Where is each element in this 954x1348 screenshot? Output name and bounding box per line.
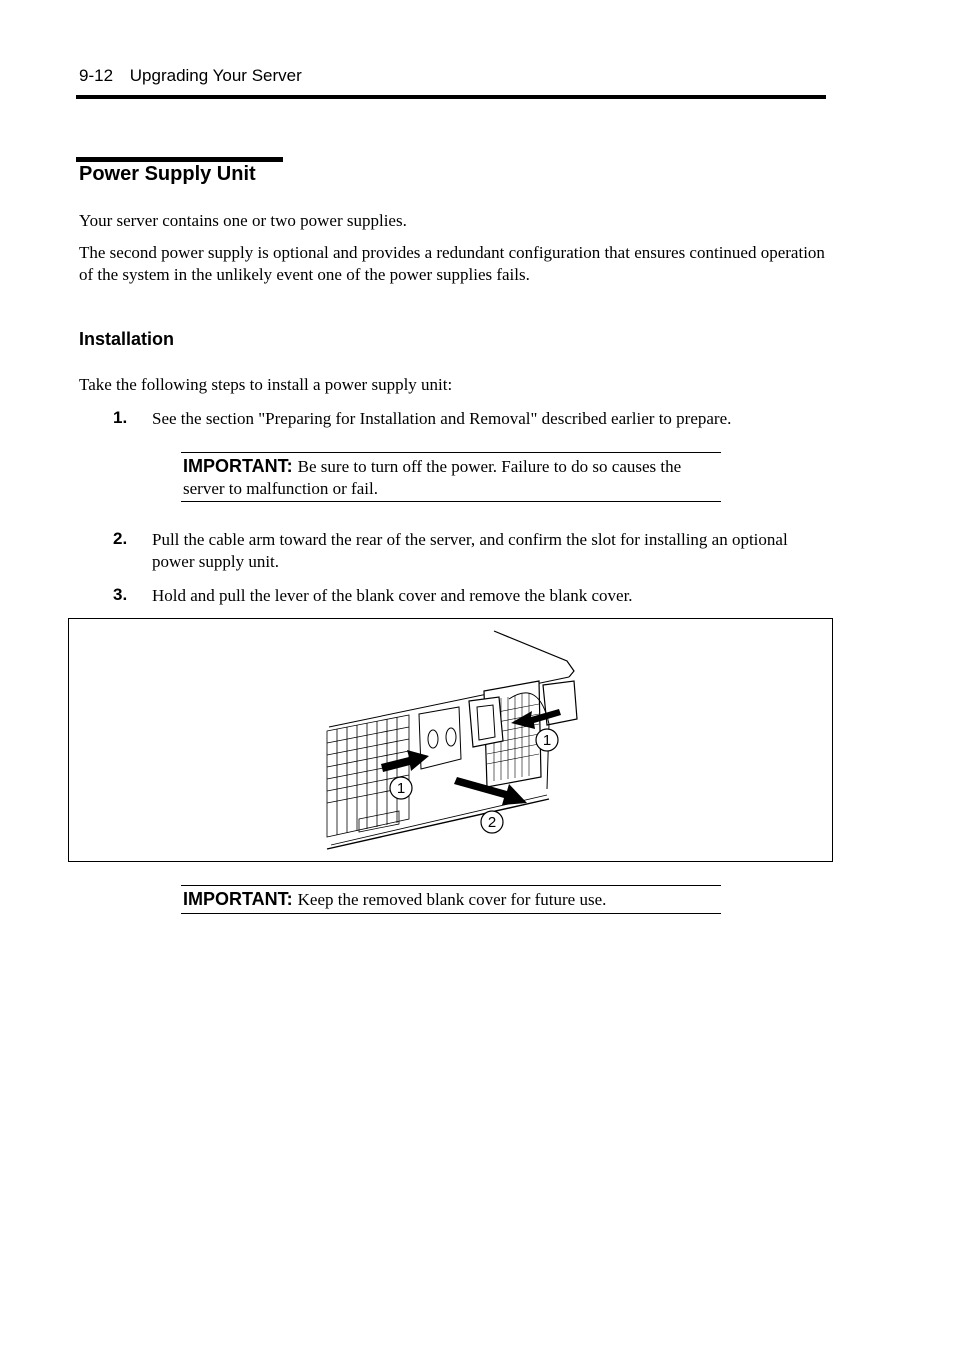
section-title: Power Supply Unit: [79, 163, 256, 185]
steps-lead: Take the following steps to install a power supply unit:: [79, 375, 453, 394]
important-note-2: [181, 885, 721, 914]
important-text: Keep the removed blank cover for future use.: [297, 890, 607, 909]
important-note-1: [181, 452, 721, 502]
step-1-text: See the section "Preparing for Installation and Removal" described earlier to prepare.: [152, 409, 732, 428]
power-supply-illustration: [69, 619, 834, 863]
header-rule: [76, 95, 826, 99]
step-1-number: 1.: [113, 408, 128, 427]
step-2-text: Pull the cable arm toward the rear of the server, and confirm the slot for installing an optional power supply unit.: [152, 530, 788, 571]
intro-paragraph-2: The second power supply is optional and provides a redundant configuration that ensures continued operation of the system in the unlikely event one of the power supplies fails.: [79, 243, 825, 284]
chapter-title: Upgrading Your Server: [129, 66, 302, 85]
important-label: IMPORTANT:: [183, 456, 293, 476]
callout-1-left: [390, 777, 412, 799]
important-label: IMPORTANT:: [183, 889, 293, 909]
step-3-number: 3.: [113, 585, 128, 604]
important-text: Be sure to turn off the power. Failure to do so causes the server to malfunction or fail.: [183, 457, 682, 498]
section-bar: [76, 157, 283, 162]
svg-text:2: 2: [487, 814, 497, 831]
running-header: [79, 66, 302, 86]
step-3-text: Hold and pull the lever of the blank cover and remove the blank cover.: [152, 586, 633, 605]
page-number: 9-12: [79, 66, 114, 85]
callout-1-right: [536, 729, 558, 751]
callout-2: [481, 811, 503, 833]
svg-text:1: 1: [396, 780, 406, 797]
intro-paragraph-1: Your server contains one or two power supplies.: [79, 211, 407, 230]
svg-text:1: 1: [542, 732, 552, 749]
step-2-number: 2.: [113, 529, 128, 548]
figure-frame: [68, 618, 833, 862]
subsection-title: Installation: [79, 329, 175, 349]
